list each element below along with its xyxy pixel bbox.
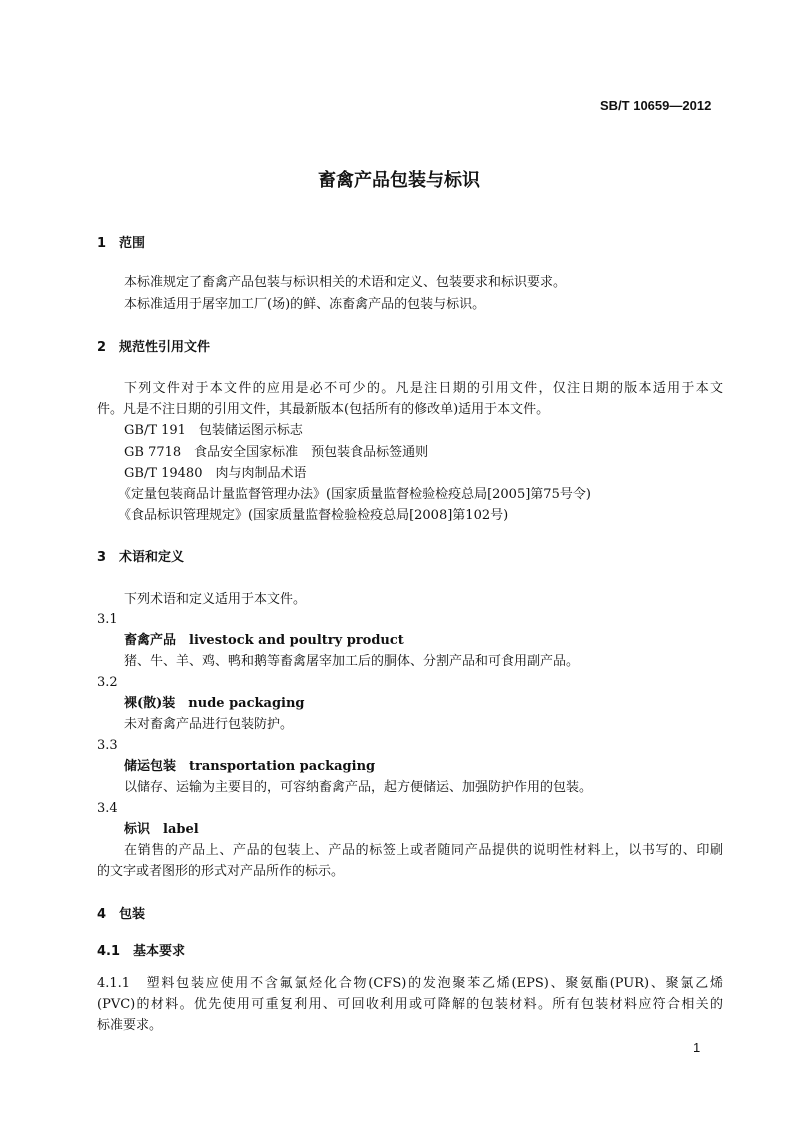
clause-4-1-1-line-3: 标准要求。 [97, 1018, 163, 1033]
section-2-heading: 2 规范性引用文件 [97, 340, 211, 355]
page-title: 畜禽产品包装与标识 [318, 170, 480, 191]
term-number: 3.4 [97, 801, 118, 816]
reference-item: 《定量包装商品计量监督管理办法》(国家质量监督检验检疫总局[2005]第75号令) [118, 487, 591, 502]
document-id: SB/T 10659—2012 [600, 98, 712, 113]
clause-4-1-1-line-2: (PVC)的材料。优先使用可重复利用、可回收利用或可降解的包装材料。所有包装材料应符合相关的 [97, 997, 723, 1012]
term-name: 畜禽产品 livestock and poultry product [124, 633, 404, 648]
section-1-heading: 1 范围 [97, 236, 146, 251]
section-1-paragraph-2: 本标准适用于屠宰加工厂(场)的鲜、冻畜禽产品的包装与标识。 [124, 297, 486, 312]
term-name: 储运包装 transportation packaging [124, 759, 376, 774]
term-definition: 未对畜禽产品进行包装防护。 [124, 717, 294, 732]
reference-item: GB/T 19480 肉与肉制品术语 [124, 466, 307, 481]
page-number: 1 [693, 1040, 701, 1055]
section-4-heading: 4 包装 [97, 907, 146, 922]
section-3-heading: 3 术语和定义 [97, 550, 185, 565]
term-name: 裸(散)装 nude packaging [124, 696, 305, 711]
clause-4-1-1-line-1: 4.1.1 塑料包装应使用不含氟氯烃化合物(CFS)的发泡聚苯乙烯(EPS)、聚氨酯(PUR)、聚氯乙烯 [97, 976, 723, 991]
section-4-1-heading: 4.1 基本要求 [97, 944, 186, 959]
term-number: 3.3 [97, 738, 118, 753]
reference-item: GB 7718 食品安全国家标准 预包装食品标签通则 [124, 445, 429, 460]
reference-item: GB/T 191 包装储运图示标志 [124, 423, 303, 438]
term-name: 标识 label [124, 822, 199, 837]
section-3-intro: 下列术语和定义适用于本文件。 [124, 592, 307, 607]
section-1-paragraph-1: 本标准规定了畜禽产品包装与标识相关的术语和定义、包装要求和标识要求。 [124, 275, 567, 290]
term-definition: 以储存、运输为主要目的，可容纳畜禽产品，起方便储运、加强防护作用的包装。 [124, 780, 593, 795]
section-2-intro-line-2: 件。凡是不注日期的引用文件，其最新版本(包括所有的修改单)适用于本文件。 [97, 402, 550, 417]
term-number: 3.2 [97, 675, 118, 690]
term-definition-line-1: 在销售的产品上、产品的包装上、产品的标签上或者随同产品提供的说明性材料上，以书写的、印刷 [124, 843, 723, 858]
reference-item: 《食品标识管理规定》(国家质量监督检验检疫总局[2008]第102号) [118, 508, 509, 523]
term-number: 3.1 [97, 612, 118, 627]
section-2-intro-line-1: 下列文件对于本文件的应用是必不可少的。凡是注日期的引用文件，仅注日期的版本适用于本文 [124, 381, 723, 396]
term-definition-line-2: 的文字或者图形的形式对产品所作的标示。 [97, 864, 345, 879]
term-definition: 猪、牛、羊、鸡、鸭和鹅等畜禽屠宰加工后的胴体、分割产品和可食用副产品。 [124, 654, 580, 669]
